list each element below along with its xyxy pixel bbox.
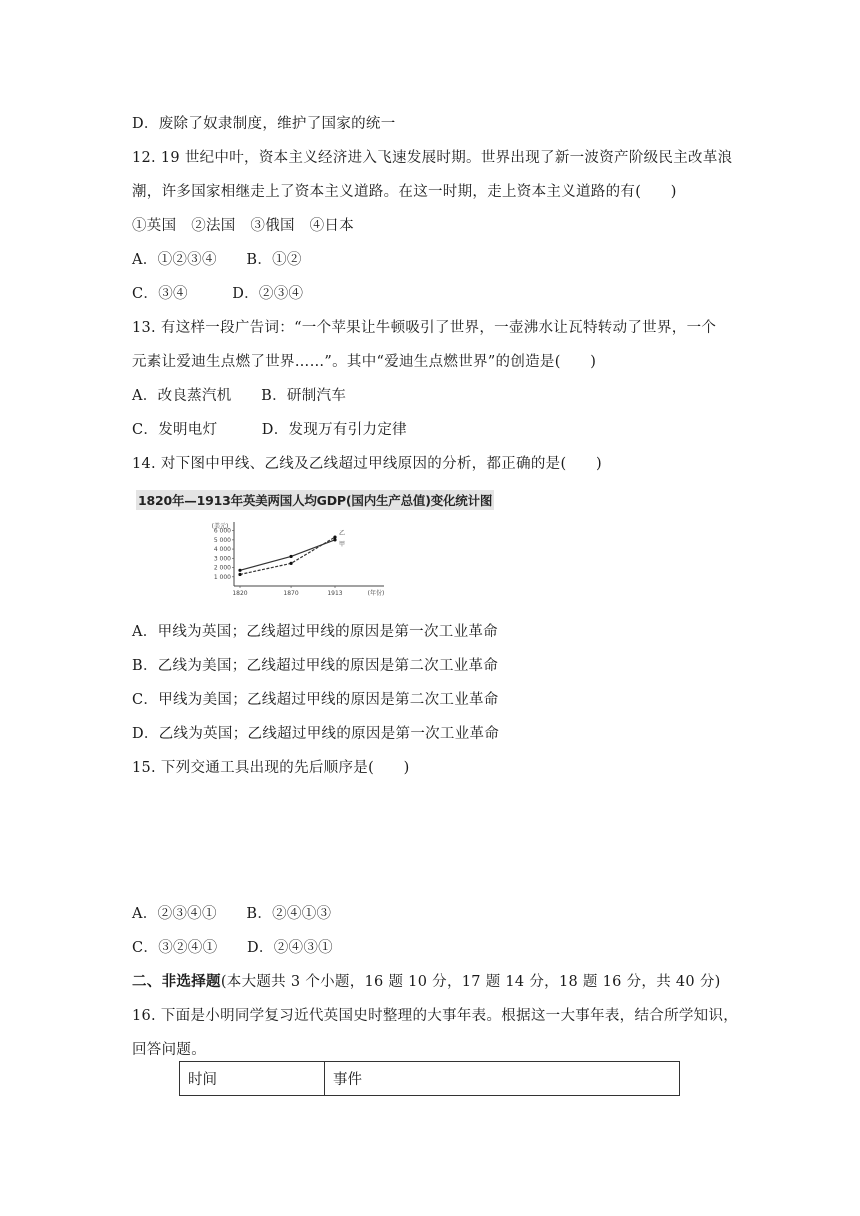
series-label: 乙 — [339, 530, 346, 538]
q13-options-cd: C．发明电灯 D．发现万有引力定律 — [132, 422, 407, 438]
q12-stem-line1: 12. 19 世纪中叶，资本主义经济进入飞速发展时期。世界出现了新一波资产阶级民主改革浪 — [132, 150, 733, 166]
q12-items: ①英国 ②法国 ③俄国 ④日本 — [132, 218, 354, 234]
q14-option-c: C．甲线为美国；乙线超过甲线的原因是第二次工业革命 — [132, 692, 499, 708]
events-table — [179, 1061, 680, 1096]
q16-stem-line1: 16. 下面是小明同学复习近代英国史时整理的大事年表。根据这一大事年表，结合所学知识， — [132, 1008, 739, 1024]
chart-title: 1820年—1913年英美两国人均GDP(国内生产总值)变化统计图 — [136, 490, 494, 510]
x-axis-label: (年份) — [367, 590, 385, 597]
q15-stem: 15. 下列交通工具出现的先后顺序是( ) — [132, 760, 410, 776]
section2-heading — [132, 970, 721, 991]
q14-option-a: A．甲线为英国；乙线超过甲线的原因是第一次工业革命 — [132, 624, 498, 640]
q12-stem-line2: 潮，许多国家相继走上了资本主义道路。在这一时期，走上资本主义道路的有( ) — [132, 184, 677, 200]
data-point — [238, 569, 241, 572]
q15-options-cd: C．③②④① D．②④③① — [132, 940, 333, 956]
y-tick-label: 4 000 — [213, 546, 231, 554]
series-label: 甲 — [339, 540, 346, 548]
q13-stem-line2: 元素让爱迪生点燃了世界……”。其中“爱迪生点燃世界”的创造是( ) — [132, 354, 597, 370]
table-header-event: 事件 — [325, 1062, 680, 1096]
x-tick-label: 1820 — [232, 590, 248, 597]
q16-stem-line2: 回答问题。 — [132, 1042, 206, 1058]
data-point — [289, 555, 292, 558]
x-tick-label: 1913 — [327, 590, 343, 597]
table-header-row — [180, 1062, 680, 1096]
y-tick-label: 1 000 — [213, 573, 231, 581]
series-line-jia — [240, 540, 335, 570]
section2-title: 二、非选择题 — [132, 973, 221, 990]
q15-options-ab: A．②③④① B．②④①③ — [132, 906, 332, 922]
data-point — [238, 573, 241, 576]
q12-options-ab: A．①②③④ B．①② — [132, 252, 302, 268]
y-tick-label: 6 000 — [213, 527, 231, 535]
q14-option-d: D．乙线为英国；乙线超过甲线的原因是第一次工业革命 — [132, 726, 500, 742]
data-point — [289, 562, 292, 565]
gdp-line-chart — [200, 520, 400, 602]
q12-options-cd: C．③④ D．②③④ — [132, 286, 304, 302]
q14-stem: 14. 对下图中甲线、乙线及乙线超过甲线原因的分析，都正确的是( ) — [132, 456, 602, 472]
y-tick-label: 5 000 — [213, 536, 231, 544]
q13-options-ab: A．改良蒸汽机 B．研制汽车 — [132, 388, 347, 404]
table-header-time: 时间 — [180, 1062, 325, 1096]
section2-note: (本大题共 3 个小题，16 题 10 分，17 题 14 分，18 题 16 分，共 40 分) — [220, 974, 721, 990]
series-line-yi — [240, 537, 335, 574]
q13-stem-line1: 13. 有这样一段广告词：“一个苹果让牛顿吸引了世界，一壶沸水让瓦特转动了世界，一个 — [132, 320, 717, 336]
y-tick-label: 3 000 — [213, 555, 231, 563]
q11-option-d: D．废除了奴隶制度，维护了国家的统一 — [132, 116, 396, 132]
data-point — [333, 538, 336, 541]
x-tick-label: 1870 — [283, 590, 299, 597]
q14-option-b: B．乙线为美国；乙线超过甲线的原因是第二次工业革命 — [132, 658, 499, 674]
data-point — [333, 535, 336, 538]
y-axis-label: (美元) — [211, 523, 229, 530]
y-tick-label: 2 000 — [213, 564, 231, 572]
